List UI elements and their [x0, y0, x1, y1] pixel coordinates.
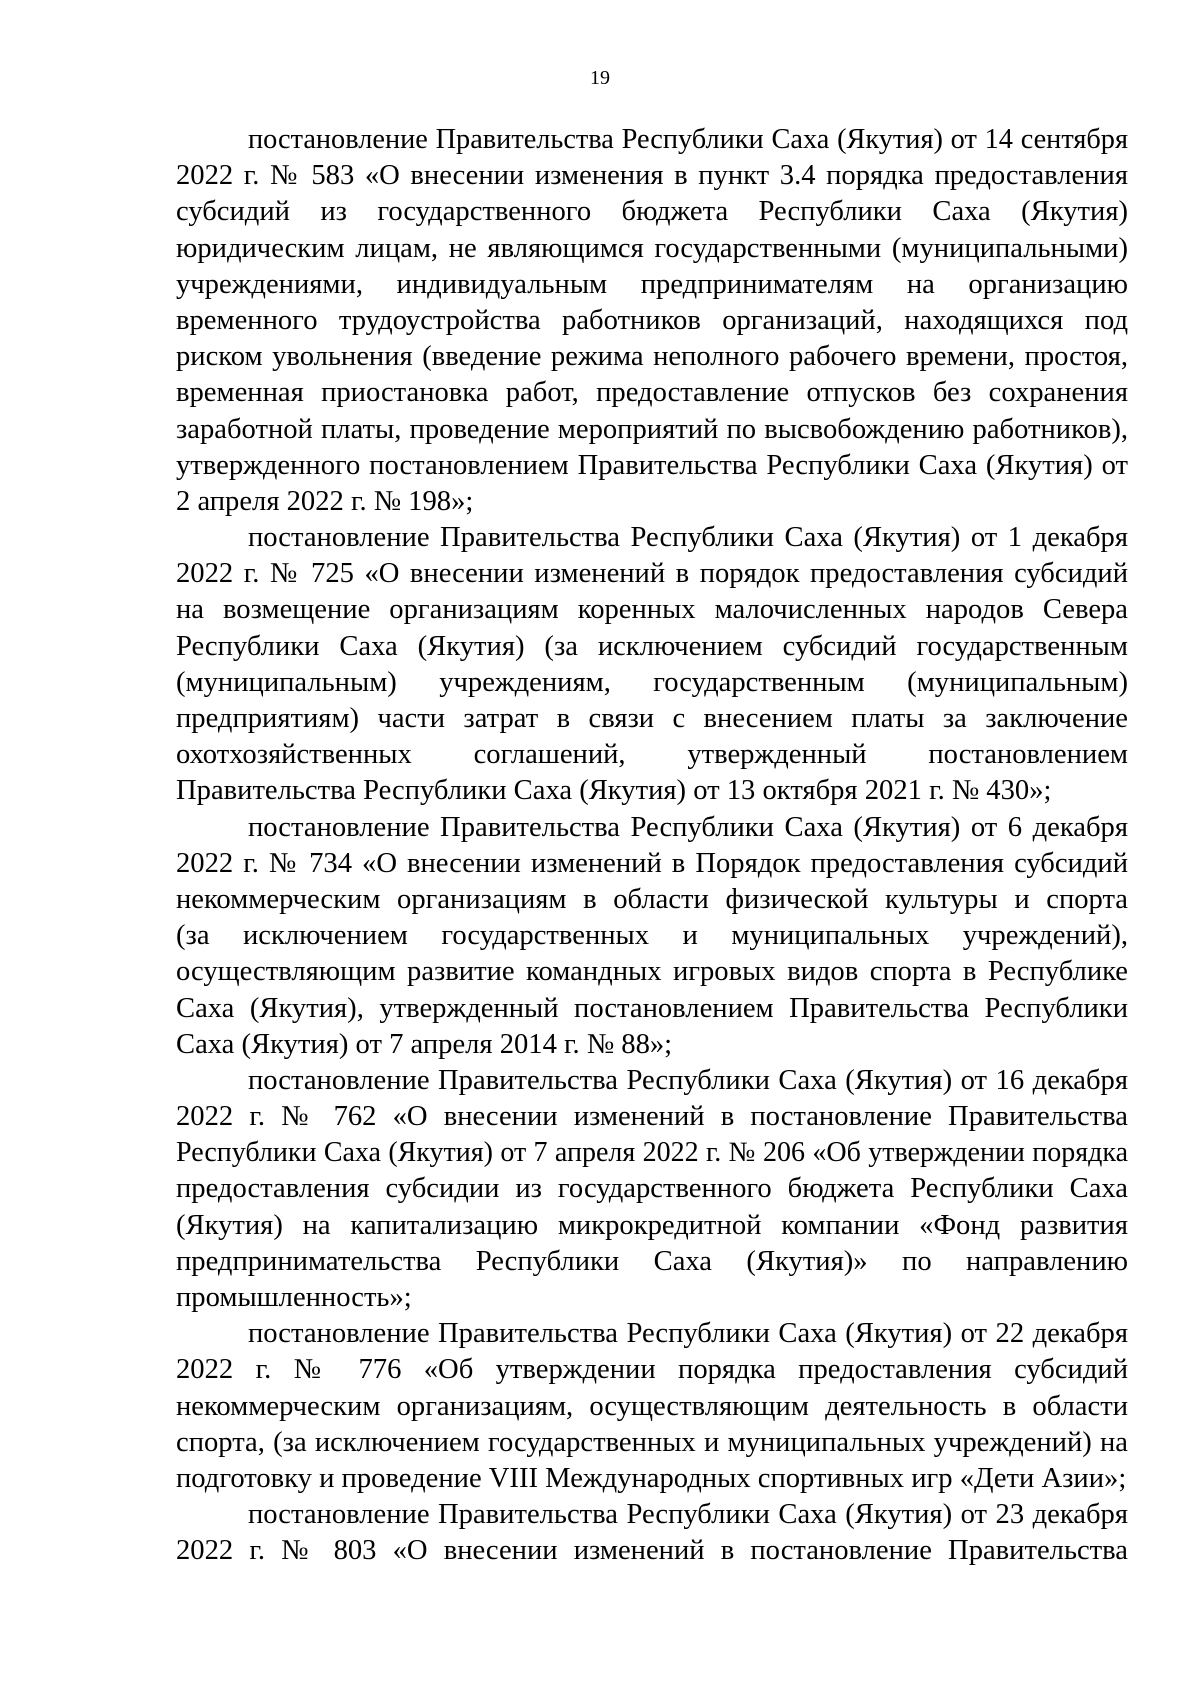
- text-line: на возмещение организациям коренных малочисленных народов Севера: [176, 594, 1128, 626]
- text-line: 2022 г. № 725 «О внесении изменений в порядок предоставления субсидий: [176, 558, 1128, 590]
- text-line: предприятиям) части затрат в связи с внесением платы за заключение: [176, 703, 1128, 734]
- text-line: временного трудоустройства работников организаций, находящихся под: [176, 304, 1128, 336]
- text-line: предоставления субсидии из государственного бюджета Республики Саха: [176, 1173, 1128, 1205]
- text-line: 2022 г. № 734 «О внесении изменений в Порядок предоставления субсидий: [176, 847, 1128, 879]
- text-line: субсидий из государственного бюджета Республики Саха (Якутия): [176, 196, 1128, 228]
- document-body: [176, 122, 1128, 1570]
- text-line: (за исключением государственных и муниципальных учреждений),: [176, 920, 1128, 952]
- text-line: Саха (Якутия), утвержденный постановлением Правительства Республики: [176, 992, 1128, 1024]
- text-line: некоммерческим организациям, осуществляющим деятельность в области: [176, 1390, 1128, 1422]
- text-line: предпринимательства Республики Саха (Якутия)» по направлению: [176, 1245, 1128, 1277]
- paragraph-first-line: постановление Правительства Республики Саха (Якутия) от 23 декабря: [248, 1499, 1128, 1531]
- text-line: 2022 г. № 583 «О внесении изменения в пункт 3.4 порядка предоставления: [176, 160, 1128, 192]
- paragraph-first-line: постановление Правительства Республики Саха (Якутия) от 14 сентября: [248, 124, 1128, 155]
- paragraph-first-line: постановление Правительства Республики Саха (Якутия) от 6 декабря: [248, 811, 1128, 843]
- text-line: утвержденного постановлением Правительства Республики Саха (Якутия) от: [176, 449, 1128, 481]
- text-line: 2022 г. № 776 «Об утверждении порядка предоставления субсидий: [176, 1354, 1128, 1386]
- paragraph-first-line: постановление Правительства Республики Саха (Якутия) от 16 декабря: [248, 1064, 1128, 1096]
- text-line: (Якутия) на капитализацию микрокредитной компании «Фонд развития: [176, 1209, 1128, 1241]
- text-line: Саха (Якутия) от 7 апреля 2014 г. № 88»;: [176, 1028, 673, 1060]
- text-line: юридическим лицам, не являющимся государственными (муниципальными): [176, 232, 1128, 264]
- text-line: (муниципальным) учреждениям, государственным (муниципальным): [176, 666, 1128, 698]
- text-line: спорта, (за исключением государственных и муниципальных учреждений) на: [176, 1426, 1128, 1458]
- text-line: 2022 г. № 762 «О внесении изменений в постановление Правительства: [176, 1101, 1128, 1133]
- paragraph-first-line: постановление Правительства Республики Саха (Якутия) от 1 декабря: [248, 522, 1128, 554]
- text-line: некоммерческим организациям в области физической культуры и спорта: [176, 883, 1128, 915]
- text-line: 2022 г. № 803 «О внесении изменений в постановление Правительства: [176, 1535, 1128, 1567]
- text-line: заработной платы, проведение мероприятий по высвобождению работников),: [176, 413, 1128, 445]
- text-line: Республики Саха (Якутия) от 7 апреля 2022 г. № 206 «Об утверждении порядка: [176, 1137, 1128, 1169]
- text-line: риском увольнения (введение режима неполного рабочего времени, простоя,: [176, 341, 1128, 373]
- text-line: 2 апреля 2022 г. № 198»;: [176, 485, 474, 517]
- text-line: осуществляющим развитие командных игровых видов спорта в Республике: [176, 956, 1128, 988]
- text-line: временная приостановка работ, предоставление отпусков без сохранения: [176, 377, 1128, 409]
- text-line: подготовку и проведение VIII Международных спортивных игр «Дети Азии»;: [176, 1462, 1127, 1494]
- text-line: охотхозяйственных соглашений, утвержденный постановлением: [176, 739, 1128, 771]
- text-line: Республики Саха (Якутия) (за исключением субсидий государственным: [176, 630, 1128, 662]
- text-line: учреждениями, индивидуальным предпринимателям на организацию: [176, 268, 1128, 300]
- text-line: промышленность»;: [176, 1282, 412, 1313]
- page-number: 19: [590, 67, 610, 89]
- paragraph-first-line: постановление Правительства Республики Саха (Якутия) от 22 декабря: [248, 1318, 1128, 1350]
- text-line: Правительства Республики Саха (Якутия) от 13 октября 2021 г. № 430»;: [176, 775, 1052, 807]
